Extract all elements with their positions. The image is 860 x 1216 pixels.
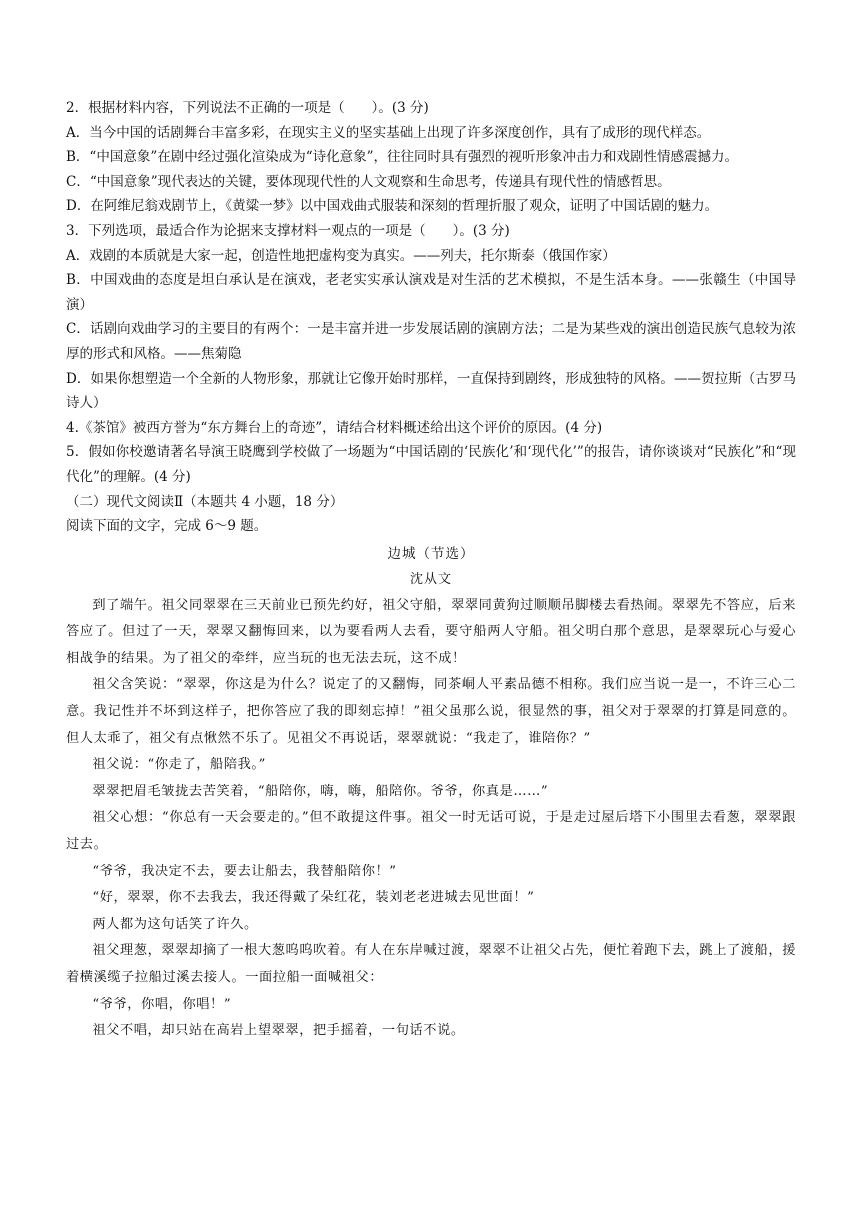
passage-paragraph: 翠翠把眉毛皱拢去苦笑着，“船陪你，嗨，嗨，船陪你。爷爷，你真是……” xyxy=(92,783,549,799)
section-heading: （二）现代文阅读Ⅱ（本题共 4 小题，18 分） xyxy=(66,493,344,510)
passage-paragraph: 两人都为这句话笑了许久。 xyxy=(92,916,258,932)
passage-paragraph: 到了端午。祖父同翠翠在三天前业已预先约好，祖父守船，翠翠同黄狗过顺顺吊脚楼去看热闹。翠翠先不答应，后来答应了。但过了一天，翠翠又翻悔回来，以为要看两人去看，要守船两人守船。祖父明白那个意思，是翠翠玩心与爱心相战争的结果。为了祖父的牵绊，应当玩的也无法去玩，这不成！ xyxy=(66,597,796,666)
question-2-option-d: D．在阿维尼翁戏剧节上，《黄粱一梦》以中国戏曲式服装和深刻的哲理折服了观众，证明了中国话剧的魅力。 xyxy=(66,198,719,215)
passage-paragraph: 祖父心想：“你总有一天会要走的。”但不敢提这件事。祖父一时无话可说，于是走过屋后塔下小围里去看葱，翠翠跟过去。 xyxy=(66,810,796,853)
passage-paragraph: 祖父理葱，翠翠却摘了一根大葱呜呜吹着。有人在东岸喊过渡，翠翠不让祖父占先，便忙着跑下去，跳上了渡船，援着横溪缆子拉船过溪去接人。一面拉船一面喊祖父： xyxy=(66,943,796,985)
passage-paragraph: 祖父含笑说：“翠翠，你这是为什么？说定了的又翻悔，同茶峒人平素品德不相称。我们应当说一是一，不许三心二意。我记性并不坏到这样子，把你答应了我的即刻忘掉！”祖父虽那么说，很显然的事，祖父对于翠翠的打算是同意的。但人太乖了，祖父有点愀然不乐了。见祖父不再说话，翠翠就说：“我走了，谁陪你？” xyxy=(66,677,796,746)
passage-title: 边城（节选） xyxy=(387,545,475,562)
question-2-option-c: C．“中国意象”现代表达的关键，要体现现代性的人文观察和生命思考，传递具有现代性的情感哲思。 xyxy=(66,173,671,190)
question-3-option-b: B．中国戏曲的态度是坦白承认是在演戏，老老实实承认演戏是对生活的艺术模拟，不是生活本身。——张赣生（中国导演） xyxy=(66,272,796,313)
question-2: 2．根据材料内容，下列说法不正确的一项是（ ）。(3 分) xyxy=(66,100,429,116)
question-3: 3．下列选项，最适合作为论据来支撑材料一观点的一项是（ ）。(3 分) xyxy=(66,222,510,239)
question-5: 5．假如你校邀请著名导演王晓鹰到学校做了一场题为“中国话剧的‘民族化’和‘现代化’”的报告，请你谈谈对“民族化”和“现代化”的理解。(4 分) xyxy=(66,444,796,485)
question-3-option-a: A．戏剧的本质就是大家一起，创造性地把虚构变为真实。——列夫，托尔斯泰（俄国作家） xyxy=(66,247,616,264)
question-3-option-d: D．如果你想塑造一个全新的人物形象，那就让它像开始时那样，一直保持到剧终，形成独特的风格。——贺拉斯（古罗马诗人） xyxy=(66,370,796,412)
question-2-option-b: B．“中国意象”在剧中经过强化渲染成为“诗化意象”，往往同时具有强烈的视听形象冲击力和戏剧性情感震撼力。 xyxy=(66,149,739,166)
question-3-option-c: C．话剧向戏曲学习的主要目的有两个：一是丰富并进一步发展话剧的演剧方法；二是为某些戏的演出创造民族气息较为浓厚的形式和风格。——焦菊隐 xyxy=(66,321,796,362)
section-instruction: 阅读下面的文字，完成 6～9 题。 xyxy=(66,518,268,535)
passage-author: 沈从文 xyxy=(409,571,452,587)
passage-paragraph: “好，翠翠，你不去我去，我还得戴了朵红花，装刘老老进城去见世面！” xyxy=(92,890,535,906)
passage-paragraph: 祖父说：“你走了，船陪我。” xyxy=(92,757,266,773)
question-4: 4.《茶馆》被西方誉为“东方舞台上的奇迹”，请结合材料概述给出这个评价的原因。(4 分) xyxy=(66,419,603,436)
passage-paragraph: “爷爷，我决定不去，要去让船去，我替船陪你！” xyxy=(92,863,397,879)
passage-paragraph: 祖父不唱，却只站在高岩上望翠翠，把手摇着，一句话不说。 xyxy=(92,1023,465,1039)
question-2-option-a: A．当今中国的话剧舞台丰富多彩，在现实主义的坚实基础上出现了许多深度创作，具有了成形的现代样态。 xyxy=(66,124,711,141)
passage-paragraph: “爷爷，你唱，你唱！” xyxy=(92,996,232,1012)
exam-page xyxy=(66,96,796,1045)
